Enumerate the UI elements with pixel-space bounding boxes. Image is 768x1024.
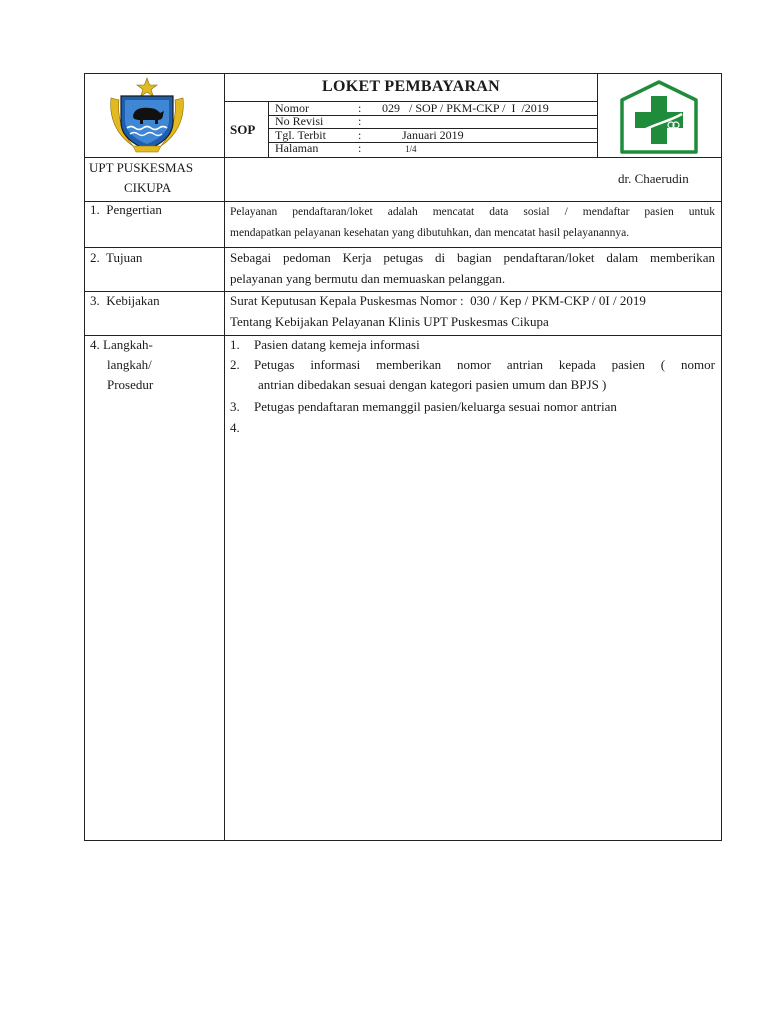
section-kebijakan-line1: Surat Keputusan Kepala Puskesmas Nomor : 030 / Kep / PKM-CKP / 0I / 2019: [230, 293, 646, 308]
section-pengertian-line2: mendapatkan pelayanan kesehatan yang dibutuhkan, dan mencatat hasil pelayanannya.: [230, 227, 630, 239]
step-4-number: 4.: [230, 420, 240, 435]
meta-nomor-label: Nomor: [275, 101, 309, 115]
meta-revisi-label: No Revisi: [275, 114, 324, 128]
section-tujuan-line2: pelayanan yang bermutu dan memuaskan pelanggan.: [230, 271, 506, 286]
meta-halaman-sep: :: [358, 141, 362, 155]
step-3-text: Petugas pendaftaran memanggil pasien/keluarga sesuai nomor antrian: [254, 399, 617, 414]
meta-halaman-label: Halaman: [275, 141, 319, 155]
section-kebijakan-line2: Tentang Kebijakan Pelayanan Klinis UPT Puskesmas Cikupa: [230, 314, 549, 329]
regency-crest-logo: [103, 76, 191, 154]
section-langkah-label-2: langkah/: [107, 357, 152, 372]
section-langkah-label-1: 4. Langkah-: [90, 337, 153, 352]
org-name-line1: UPT PUSKESMAS: [89, 160, 194, 175]
meta-terbit-sep: :: [358, 128, 362, 142]
org-name-line2: CIKUPA: [124, 180, 172, 195]
step-2-text: Petugas informasi memberikan nomor antrian kepada pasien ( nomor: [254, 357, 715, 372]
meta-terbit-value: Januari 2019: [402, 128, 464, 142]
signatory-name: dr. Chaerudin: [618, 171, 689, 186]
meta-nomor-value: 029 / SOP / PKM-CKP / I /2019: [382, 101, 549, 115]
section-kebijakan-label: 3. Kebijakan: [90, 293, 160, 308]
section-langkah-label-3: Prosedur: [107, 377, 154, 392]
meta-revisi-sep: :: [358, 114, 362, 128]
step-1-number: 1.: [230, 337, 240, 352]
meta-halaman-value: 1/4: [405, 144, 417, 154]
step-1-text: Pasien datang kemeja informasi: [254, 337, 420, 352]
step-2-text-cont: antrian dibedakan sesuai dengan kategori pasien umum dan BPJS ): [258, 377, 607, 392]
puskesmas-cross-logo: [614, 78, 704, 156]
document-title: LOKET PEMBAYARAN: [321, 78, 501, 95]
meta-terbit-label: Tgl. Terbit: [275, 128, 326, 142]
sop-label: SOP: [230, 122, 256, 137]
section-tujuan-label: 2. Tujuan: [90, 250, 143, 265]
section-pengertian-label: 1. Pengertian: [90, 202, 162, 217]
section-pengertian-line1: Pelayanan pendaftaran/loket adalah mencatat data sosial / mendaftar pasien untuk: [230, 206, 715, 218]
step-3-number: 3.: [230, 399, 240, 414]
meta-nomor-sep: :: [358, 101, 362, 115]
section-tujuan-line1: Sebagai pedoman Kerja petugas di bagian pendaftaran/loket dalam memberikan: [230, 250, 715, 265]
step-2-number: 2.: [230, 357, 240, 372]
